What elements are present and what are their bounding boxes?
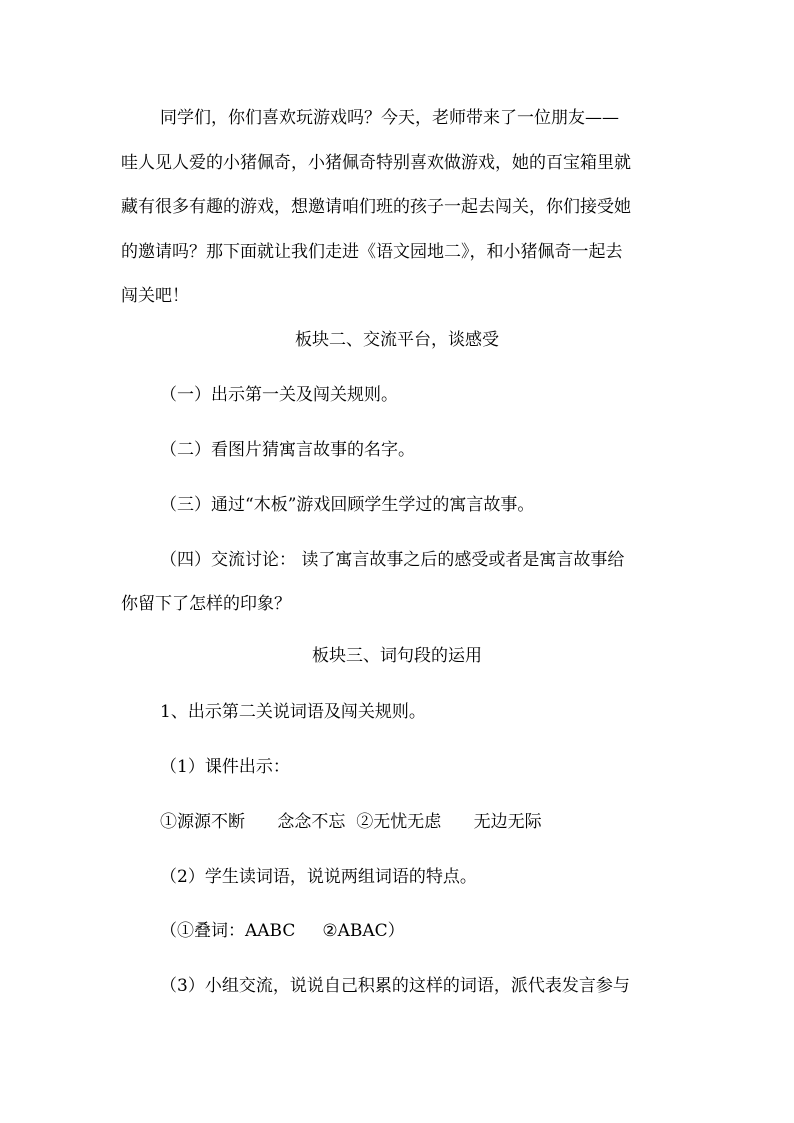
- section2-item-4-line-2: 你留下了怎样的印象？: [121, 594, 291, 614]
- section3-heading: 板块三、词句段的运用: [312, 646, 482, 666]
- intro-line-4: 的邀请吗？那下面就让我们走进《语文园地二》，和小猪佩奇一起去: [121, 242, 623, 262]
- section2-item-1: （一）出示第一关及闯关规则。: [160, 385, 398, 405]
- section3-word-list: ①源源不断 念念不忘 ②无忧无虑 无边无际: [160, 812, 542, 832]
- section3-sub-3: （3）小组交流，说说自己积累的这样的词语，派代表发言参与: [160, 976, 630, 996]
- intro-line-3: 藏有很多有趣的游戏，想邀请咱们班的孩子一起去闯关，你们接受她: [121, 197, 631, 217]
- section3-sub-2-note: （①叠词：AABC ②ABAC）: [160, 921, 405, 941]
- section2-heading: 板块二、交流平台，谈感受: [295, 330, 499, 350]
- section2-item-2: （二）看图片猜寓言故事的名字。: [160, 440, 415, 460]
- section2-item-3: （三）通过“木板”游戏回顾学生学过的寓言故事。: [160, 495, 535, 515]
- section2-item-4-line-1: （四）交流讨论： 读了寓言故事之后的感受或者是寓言故事给: [160, 550, 625, 570]
- section3-sub-1: （1）课件出示：: [160, 757, 290, 777]
- section3-step-1: 1、出示第二关说词语及闯关规则。: [160, 702, 426, 722]
- section3-sub-2: （2）学生读词语，说说两组词语的特点。: [160, 867, 477, 887]
- intro-line-1: 同学们，你们喜欢玩游戏吗？今天，老师带来了一位朋友——: [160, 108, 619, 128]
- intro-line-2: 哇人见人爱的小猪佩奇，小猪佩奇特别喜欢做游戏，她的百宝箱里就: [121, 153, 631, 173]
- intro-line-5: 闯关吧！: [121, 286, 189, 306]
